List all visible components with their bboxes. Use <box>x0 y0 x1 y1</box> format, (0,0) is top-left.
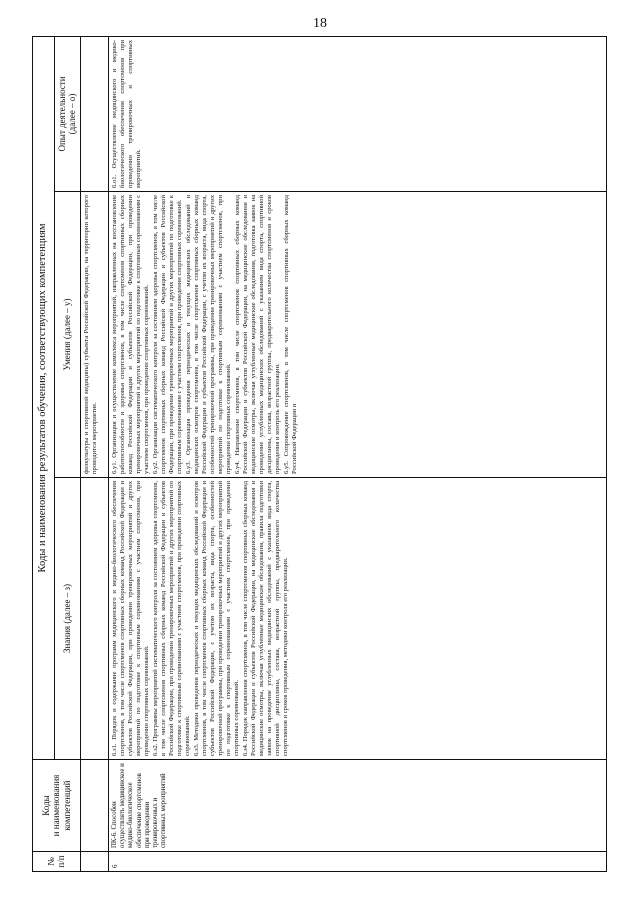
competence-table <box>32 36 607 872</box>
row-num-cell: 6 <box>108 852 606 872</box>
cont-skill-text: физкультуры и спортивной медицины) субъекта Российской Федерации, на территории которого проводится мероприятие. <box>82 195 98 474</box>
competence-cell: ПК-6. Способен осуществлять медицинское и медико-биологическое обеспечение спортсменов при проведении тренировочных и спортивных мероприятий <box>108 760 606 852</box>
skill-item: 6.у2. Организация систематического контроля за состоянием здоровья спортсменов, в том числе спортсменов спортивных сборных команд Российской Федерации и субъектов Российской Федерации, при проведении тренировочных мероприятий и других мероприятий по подготовке к спортивным соревнованиям с участием спортсменов, при проведении спортивных соревнований. <box>151 195 183 474</box>
cont-experience-cell <box>80 36 108 191</box>
cont-knowledge-cell <box>80 478 108 760</box>
header-skills: Умения (далее – у) <box>55 192 81 478</box>
cont-num-cell <box>80 852 108 872</box>
experience-item: 6.о1. Осуществление медицинского и медико-биологического обеспечения спортсменов при проведении тренировочных и спортивных мероприятий. <box>110 39 142 188</box>
header-competence: Коды и наименования компетенций <box>33 760 81 852</box>
skills-cell <box>108 192 606 478</box>
header-experience: Опыт деятельности (далее – о) <box>55 36 81 191</box>
rotated-table-wrapper <box>32 37 607 872</box>
skill-item: 6.у4. Направление спортсменов, в том числе спортсменов спортивных сборных команд Российской Федерации и субъектов Российской Федерации, на медицинские обследования и медицинские осмотры, включая углубленные медицинские обследования, подготовка заявок на проведение углубленных медицинских обследований с указанием вида спорта, спортивной дисциплины, состава, возрастной группы, предварительного количества спортсменов и сроков проведения и контроль его реализации. <box>234 195 282 474</box>
knowledge-cell <box>108 478 606 760</box>
cont-competence-cell <box>80 760 108 852</box>
header-results-group: Коды и наименования результатов обучения, соответствующих компетенциям <box>33 36 55 759</box>
knowledge-item: 6.з4. Порядок направления спортсменов, в том числе спортсменов спортивных сборных команд Российской Федерации и субъектов Российской Федерации, на медицинские обследования и медицинские осмотры, включая углубленные медицинские обследования, правила подготовки заявок на проведение углубленных медицинских обследований с указанием вида спорта, спортивной дисциплины, состава, возрастной группы, предварительного количества спортсменов и сроков проведения, методики контроля его реализации. <box>242 481 290 756</box>
skill-item: 6.у3. Организация проведения периодических и текущих медицинских обследований и медицинских осмотров спортсменов, в том числе спортсменов спортивных сборных команд Российской Федерации и субъектов Российской Федерации, с учетом их возраста, вида спорта, особенностей тренировочной программы, при проведении тренировочных мероприятий и других мероприятий по подготовке к спортивным соревнованиям с участием спортсменов, при проведении спортивных соревнований. <box>184 195 233 474</box>
skill-item: 6.у1. Организация и осуществление комплекса мероприятий, направленных на восстановление работоспособности и здоровья спортсменов, в том числе спортсменов спортивных сборных команд Российской Федерации и субъектов Российской Федерации, при проведении тренировочных мероприятий и других мероприятий по подготовке к спортивным соревнованиям с участием спортсменов, при проведении спортивных соревнований. <box>110 195 150 474</box>
knowledge-item: 6.з1. Порядок и содержание программ медицинского и медико-биологического обеспечения спортсменов, в том числе спортсменов спортивных сборных команд Российской Федерации и субъектов Российской Федерации, при проведении тренировочных мероприятий и других мероприятий по подготовке к спортивным соревнованиям с участием спортсменов, при проведении спортивных соревнований. <box>110 481 150 756</box>
knowledge-item: 6.з2. Программы мероприятий систематического контроля за состоянием здоровья спортсменов, в том числе спортсменов спортивных сборных команд Российской Федерации и субъектов Российской Федерации, при проведении тренировочных мероприятий и других мероприятий по подготовке к спортивным соревнованиям с участием спортсменов, при проведении спортивных соревнований. <box>151 481 191 756</box>
experience-cell <box>108 36 606 191</box>
header-num: № п/п <box>33 852 81 872</box>
skill-item: 6.у5. Сопровождение спортсменов, в том числе спортсменов спортивных сборных команд Российской Федерации и <box>283 195 299 474</box>
knowledge-item: 6.з3. Методики проведения периодических и текущих медицинских обследований и осмотров спортсменов, в том числе спортсменов спортивных сборных команд Российской Федерации и субъектов Российской Федерации, с учетом их возраста, вида спорта, особенностей тренировочной программы, при проведении тренировочных мероприятий и других мероприятий по подготовке к спортивным соревнованиям с участием спортсменов, при проведении спортивных соревнований. <box>193 481 241 756</box>
header-knowledge: Знания (далее – з) <box>55 478 81 760</box>
page-number: 18 <box>313 16 327 31</box>
cont-skill-cell <box>80 192 108 478</box>
